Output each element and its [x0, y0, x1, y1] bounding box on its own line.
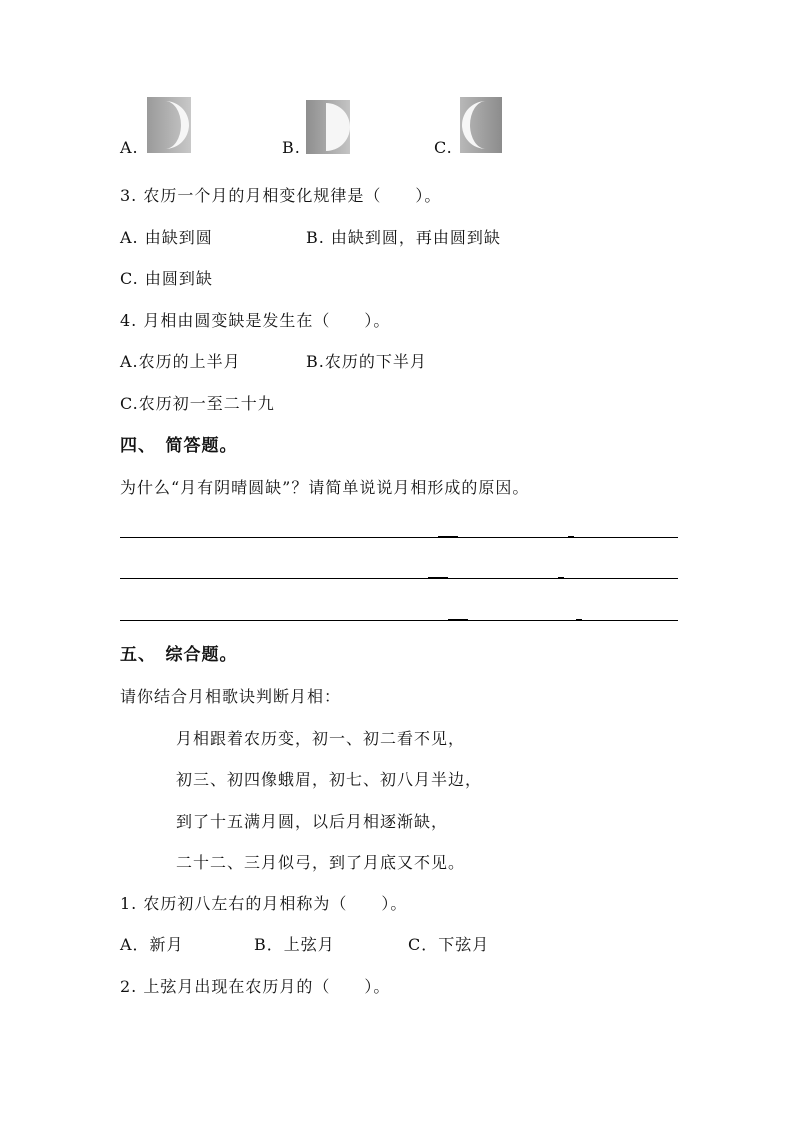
section-5-intro: 请你结合月相歌诀判断月相：	[120, 687, 342, 706]
moon-waning-crescent-icon	[460, 97, 502, 153]
section-5-question-2-stem: 2. 上弦月出现在农历月的（ ）。	[120, 977, 391, 996]
section-5-question-1-stem: 1. 农历初八左右的月相称为（ ）。	[120, 894, 408, 913]
poem-line-3: 到了十五满月圆，以后月相逐渐缺，	[176, 812, 449, 831]
answer-line-1[interactable]	[120, 537, 678, 538]
section-5-question-1-option-a: A．新月	[120, 935, 184, 954]
poem-line-4: 二十二、三月似弓，到了月底又不见。	[176, 853, 466, 872]
poem-line-2: 初三、初四像蛾眉，初七、初八月半边，	[176, 770, 483, 789]
question-3-option-a: A. 由缺到圆	[120, 228, 213, 247]
moon-first-quarter-icon	[306, 100, 350, 154]
question-3-option-c: C. 由圆到缺	[120, 269, 213, 288]
question-3-option-b: B. 由缺到圆，再由圆到缺	[306, 228, 501, 247]
answer-line-2[interactable]	[120, 578, 678, 579]
option-b-label: B.	[282, 138, 301, 157]
moon-waxing-crescent-icon	[147, 97, 191, 153]
question-4-stem: 4. 月相由圆变缺是发生在（ ）。	[120, 311, 391, 330]
section-5-heading: 五、 综合题。	[120, 645, 238, 665]
option-c-label: C.	[434, 138, 453, 157]
question-4-option-b: B.农历的下半月	[306, 352, 427, 371]
poem-line-1: 月相跟着农历变，初一、初二看不见，	[176, 729, 466, 748]
question-3-stem: 3. 农历一个月的月相变化规律是（ ）。	[120, 186, 442, 205]
section-5-question-1-option-b: B．上弦月	[254, 935, 335, 954]
section-4-question: 为什么“月有阴晴圆缺”？请简单说说月相形成的原因。	[120, 478, 530, 497]
option-a-label: A.	[120, 138, 139, 157]
answer-line-3[interactable]	[120, 620, 678, 621]
section-4-heading: 四、 简答题。	[120, 436, 238, 456]
section-5-question-1-option-c: C．下弦月	[408, 935, 490, 954]
question-4-option-a: A.农历的上半月	[120, 352, 241, 371]
question-4-option-c: C.农历初一至二十九	[120, 394, 275, 413]
